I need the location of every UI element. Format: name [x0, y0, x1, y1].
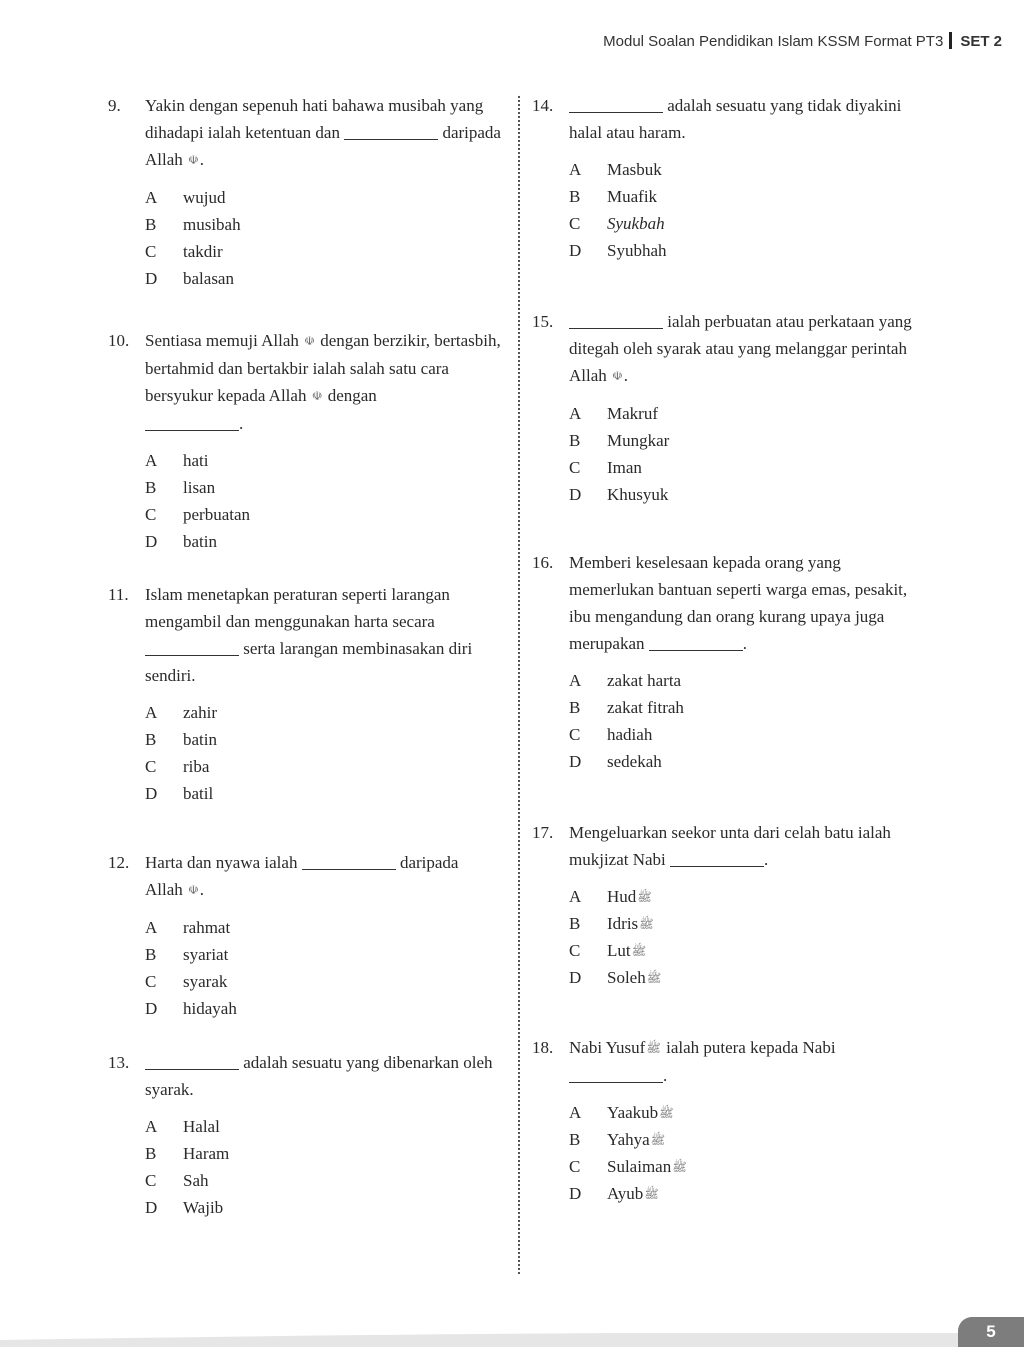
options-list	[569, 400, 922, 508]
allah-glyph-icon: ☫	[188, 153, 199, 167]
option-b[interactable]	[569, 694, 917, 721]
option-c[interactable]	[145, 501, 503, 528]
nabi-glyph-icon: ﷺ	[659, 1106, 674, 1120]
text-part: Harta dan nyawa ialah	[145, 853, 302, 872]
option-text: Sulaiman	[607, 1157, 672, 1176]
option-text: balasan	[183, 269, 234, 288]
option-b[interactable]	[569, 183, 932, 210]
option-letter: D	[569, 485, 582, 504]
option-text: Soleh	[607, 968, 646, 987]
option-letter: C	[569, 725, 581, 744]
text-part: Memberi keselesaan kepada orang yang memerlukan bantuan seperti warga emas, pesakit, ibu mengandung dan orang kurang upaya juga merupakan	[569, 553, 908, 653]
option-a[interactable]	[569, 1099, 912, 1126]
option-text: syarak	[183, 972, 228, 991]
option-a[interactable]	[569, 883, 932, 910]
options-list	[145, 1113, 498, 1221]
option-letter: C	[145, 972, 157, 991]
question-text	[569, 819, 932, 873]
option-text: Syukbah	[607, 214, 665, 233]
option-letter: B	[569, 914, 581, 933]
answer-blank	[569, 1065, 663, 1083]
text-part: dengan	[323, 386, 377, 405]
option-letter: A	[569, 160, 582, 179]
option-c[interactable]	[569, 721, 917, 748]
text-part: dengan berzikir, bertasbih, bertahmid dan bertakbir ialah salah satu cara bersyukur kepada Allah	[145, 331, 501, 405]
nabi-glyph-icon: ﷺ	[646, 1041, 661, 1055]
question-12	[108, 849, 498, 1022]
option-a[interactable]	[145, 914, 498, 941]
option-letter: B	[569, 431, 581, 450]
nabi-glyph-icon: ﷺ	[644, 1187, 659, 1201]
option-text: zakat fitrah	[607, 698, 684, 717]
text-part: Islam menetapkan peraturan seperti larangan mengambil dan menggunakan harta secara	[145, 585, 450, 631]
option-letter: C	[569, 1157, 581, 1176]
allah-glyph-icon: ☫	[188, 883, 199, 897]
option-c[interactable]	[569, 1153, 912, 1180]
text-part: adalah sesuatu yang tidak diyakini halal atau haram.	[569, 96, 902, 142]
page-number: 5	[958, 1317, 1024, 1347]
option-letter: C	[569, 214, 581, 233]
option-letter: B	[145, 478, 157, 497]
option-text: Wajib	[183, 1198, 224, 1217]
option-letter: A	[569, 1103, 582, 1122]
option-text: Yahya	[607, 1130, 650, 1149]
answer-blank	[569, 95, 663, 113]
header-separator	[949, 32, 952, 49]
option-a[interactable]	[569, 667, 917, 694]
option-text: hadiah	[607, 725, 653, 744]
question-text	[145, 581, 508, 689]
text-part: .	[199, 880, 205, 899]
question-text	[569, 549, 917, 657]
options-list	[145, 914, 498, 1022]
question-9	[108, 92, 508, 292]
option-letter: B	[145, 945, 157, 964]
option-letter: A	[145, 918, 158, 937]
option-c[interactable]	[145, 968, 498, 995]
text-part: adalah sesuatu yang dibenarkan oleh syarak.	[145, 1053, 493, 1099]
option-text: riba	[183, 757, 210, 776]
nabi-glyph-icon: ﷺ	[631, 944, 647, 958]
option-text: Iman	[607, 458, 642, 477]
text-part: serta larangan membinasakan diri sendiri.	[145, 639, 473, 685]
option-d[interactable]	[145, 1194, 498, 1221]
option-letter: C	[145, 1171, 157, 1190]
option-letter: D	[145, 269, 158, 288]
option-d[interactable]	[569, 237, 932, 264]
option-b[interactable]	[145, 726, 508, 753]
nabi-glyph-icon: ﷺ	[650, 1133, 666, 1147]
question-17	[532, 819, 932, 991]
option-text: perbuatan	[183, 505, 251, 524]
question-16	[532, 549, 917, 775]
answer-blank	[145, 413, 239, 431]
text-part: .	[663, 1066, 668, 1085]
option-letter: D	[145, 532, 158, 551]
nabi-glyph-icon: ﷺ	[639, 917, 654, 931]
nabi-glyph-icon: ﷺ	[637, 890, 652, 904]
option-d[interactable]	[569, 1180, 912, 1207]
option-text: syariat	[183, 945, 229, 964]
option-text: Masbuk	[607, 160, 662, 179]
option-c[interactable]	[569, 210, 932, 237]
option-b[interactable]	[569, 910, 932, 937]
option-b[interactable]	[145, 211, 508, 238]
option-text: Idris	[607, 914, 639, 933]
option-a[interactable]	[145, 184, 508, 211]
text-part: .	[764, 850, 769, 869]
option-d[interactable]	[145, 528, 503, 555]
question-text	[569, 308, 922, 390]
text-part: .	[239, 414, 244, 433]
option-letter: D	[145, 999, 158, 1018]
option-b[interactable]	[145, 1140, 498, 1167]
options-list	[569, 667, 917, 775]
option-a[interactable]	[145, 447, 503, 474]
option-letter: D	[145, 784, 158, 803]
option-text: batin	[183, 730, 217, 749]
option-c[interactable]	[569, 454, 922, 481]
option-letter: C	[569, 941, 581, 960]
option-text: Halal	[183, 1117, 220, 1136]
option-letter: D	[145, 1198, 158, 1217]
text-part: .	[623, 366, 629, 385]
option-a[interactable]	[145, 1113, 498, 1140]
allah-glyph-icon: ☫	[612, 369, 623, 383]
option-letter: B	[569, 1130, 581, 1149]
answer-blank	[302, 852, 396, 870]
column-divider	[518, 96, 520, 1274]
question-text	[145, 849, 498, 904]
text-part: .	[742, 634, 748, 653]
option-text: zakat harta	[607, 671, 682, 690]
option-letter: D	[569, 241, 582, 260]
question-number: 9.	[108, 96, 121, 115]
option-letter: A	[569, 671, 582, 690]
option-text: hidayah	[183, 999, 237, 1018]
option-a[interactable]	[569, 400, 922, 427]
option-text: Syubhah	[607, 241, 667, 260]
answer-blank	[670, 849, 764, 867]
question-number: 12.	[108, 853, 130, 872]
option-letter: C	[569, 458, 581, 477]
nabi-glyph-icon: ﷺ	[672, 1160, 687, 1174]
footer-decoration	[0, 1331, 1024, 1347]
options-list	[569, 156, 932, 264]
options-list	[569, 883, 932, 991]
option-text: Mungkar	[607, 431, 670, 450]
text-part: ialah perbuatan atau perkataan yang ditegah oleh syarak atau yang melanggar perintah Allah	[569, 312, 912, 385]
question-number: 14.	[532, 96, 554, 115]
text-part: Yakin dengan sepenuh hati bahawa musibah yang dihadapi ialah ketentuan dan	[145, 96, 484, 142]
text-part: .	[199, 150, 205, 169]
option-text: Lut	[607, 941, 631, 960]
question-number: 16.	[532, 553, 554, 572]
question-18	[532, 1034, 912, 1207]
option-letter: C	[145, 242, 157, 261]
question-14	[532, 92, 932, 264]
option-letter: B	[145, 730, 157, 749]
option-letter: A	[145, 1117, 158, 1136]
question-text	[145, 327, 503, 437]
option-letter: C	[145, 505, 157, 524]
option-letter: B	[145, 215, 157, 234]
option-text: Sah	[183, 1171, 209, 1190]
question-number: 11.	[108, 585, 129, 604]
answer-blank	[145, 638, 239, 656]
option-letter: A	[569, 404, 582, 423]
option-a[interactable]	[569, 156, 932, 183]
answer-blank	[569, 311, 663, 329]
question-text	[145, 92, 508, 174]
option-letter: A	[569, 887, 582, 906]
option-d[interactable]	[145, 995, 498, 1022]
option-c[interactable]	[145, 753, 508, 780]
option-d[interactable]	[145, 780, 508, 807]
text-part: ialah putera kepada Nabi	[661, 1038, 836, 1057]
option-letter: D	[569, 752, 582, 771]
option-text: musibah	[183, 215, 241, 234]
option-letter: C	[145, 757, 157, 776]
option-b[interactable]	[145, 474, 503, 501]
text-part: Mengeluarkan seekor unta dari celah batu ialah mukjizat Nabi	[569, 823, 891, 869]
option-c[interactable]	[145, 1167, 498, 1194]
option-b[interactable]	[569, 1126, 912, 1153]
options-list	[145, 447, 503, 555]
answer-blank	[649, 633, 743, 651]
question-text	[145, 1049, 498, 1103]
option-text: Makruf	[607, 404, 658, 423]
option-letter: D	[569, 968, 582, 987]
option-d[interactable]	[145, 265, 508, 292]
option-letter: B	[145, 1144, 157, 1163]
option-c[interactable]	[569, 937, 932, 964]
option-text: Hud	[607, 887, 637, 906]
question-15	[532, 308, 922, 508]
option-text: sedekah	[607, 752, 662, 771]
text-part: daripada Allah	[145, 123, 501, 169]
options-list	[569, 1099, 912, 1207]
options-list	[145, 699, 508, 807]
option-letter: B	[569, 698, 581, 717]
option-a[interactable]	[145, 699, 508, 726]
options-list	[145, 184, 508, 292]
option-text: Haram	[183, 1144, 230, 1163]
question-10	[108, 327, 503, 555]
answer-blank	[145, 1052, 239, 1070]
option-letter: B	[569, 187, 581, 206]
question-number: 18.	[532, 1038, 554, 1057]
option-d[interactable]	[569, 748, 917, 775]
allah-glyph-icon: ☫	[304, 334, 315, 348]
text-part: Nabi Yusuf	[569, 1038, 646, 1057]
option-text: Muafik	[607, 187, 658, 206]
question-text	[569, 1034, 912, 1089]
option-text: Yaakub	[607, 1103, 659, 1122]
option-d[interactable]	[569, 481, 922, 508]
answer-blank	[344, 122, 438, 140]
question-text	[569, 92, 932, 146]
option-letter: D	[569, 1184, 582, 1203]
option-letter: A	[145, 451, 158, 470]
question-13	[108, 1049, 498, 1221]
option-text: rahmat	[183, 918, 231, 937]
question-number: 15.	[532, 312, 554, 331]
option-letter: A	[145, 703, 158, 722]
text-part: daripada Allah	[145, 853, 459, 899]
option-text: Khusyuk	[607, 485, 669, 504]
option-text: batin	[183, 532, 217, 551]
text-part: Sentiasa memuji Allah	[145, 331, 304, 350]
option-text: Ayub	[607, 1184, 644, 1203]
allah-glyph-icon: ☫	[311, 389, 323, 403]
header-title: Modul Soalan Pendidikan Islam KSSM Format PT3	[603, 33, 944, 50]
option-text: takdir	[183, 242, 223, 261]
nabi-glyph-icon: ﷺ	[646, 971, 662, 985]
option-text: wujud	[183, 188, 226, 207]
question-number: 10.	[108, 331, 130, 350]
option-text: batil	[183, 784, 214, 803]
option-letter: A	[145, 188, 158, 207]
option-text: zahir	[183, 703, 217, 722]
option-d[interactable]	[569, 964, 932, 991]
option-text: lisan	[183, 478, 216, 497]
option-text: hati	[183, 451, 209, 470]
question-11	[108, 581, 508, 807]
question-number: 17.	[532, 823, 554, 842]
option-b[interactable]	[145, 941, 498, 968]
question-number: 13.	[108, 1053, 130, 1072]
option-c[interactable]	[145, 238, 508, 265]
header-set-label: SET 2	[960, 33, 1002, 50]
running-header	[603, 32, 1002, 50]
option-b[interactable]	[569, 427, 922, 454]
